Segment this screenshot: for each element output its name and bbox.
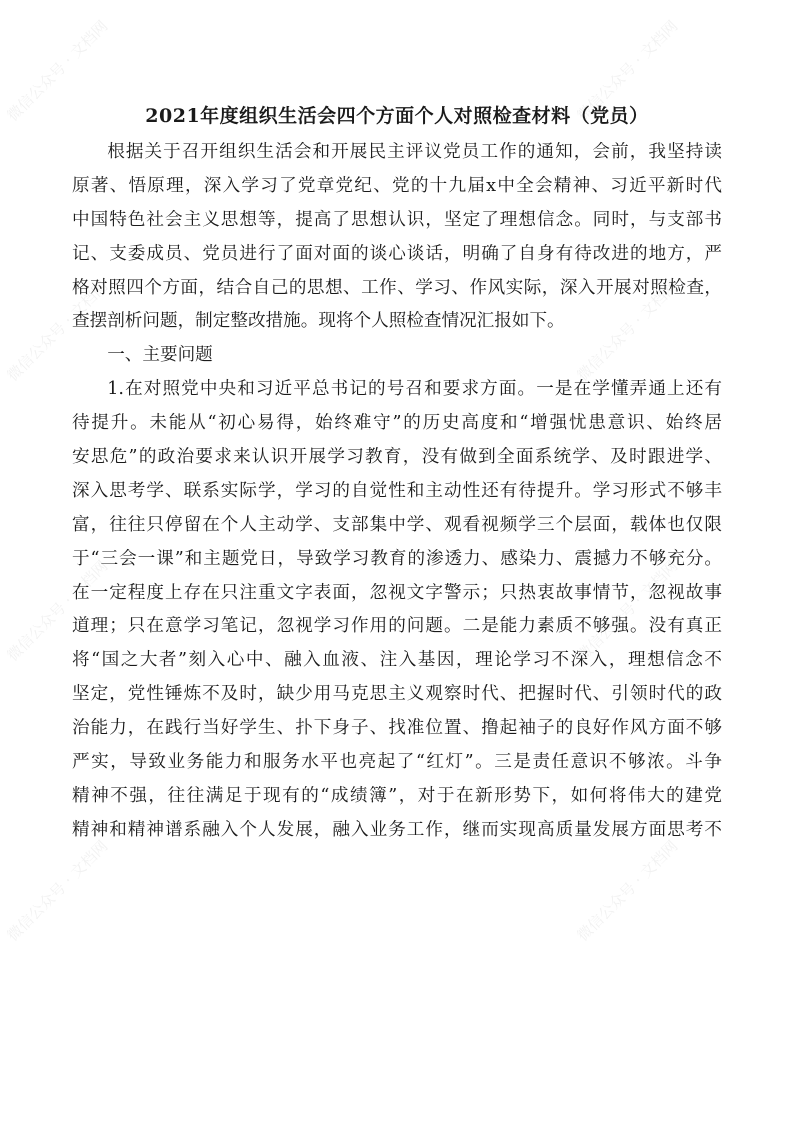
- body-line: 将“国之大者”刻入心中、融入血液、注入基因，理论学习不深入，理想信念不: [72, 650, 722, 671]
- intro-line: 根据关于召开组织生活会和开展民主评议党员工作的通知，会前，我坚持读: [107, 142, 722, 162]
- intro-paragraph: [72, 136, 722, 339]
- body-line: 深入思考学、联系实际学，学习的自觉性和主动性还有待提升。学习形式不够丰: [72, 480, 722, 501]
- body-line: 治能力，在践行当好学生、扑下身子、找准位置、撸起袖子的良好作风方面不够: [72, 718, 722, 739]
- intro-line: 原著、悟原理，深入学习了党章党纪、党的十九届x中全会精神、习近平新时代: [72, 175, 722, 196]
- intro-line: 格对照四个方面，结合自己的思想、工作、学习、作风实际，深入开展对照检查，: [72, 277, 722, 298]
- body-line: 安思危”的政治要求来认识开展学习教育，没有做到全面系统学、及时跟进学、: [72, 447, 722, 468]
- section-heading-block: [72, 339, 722, 373]
- intro-line: 查摆剖析问题，制定整改措施。现将个人照检查情况汇报如下。: [72, 311, 565, 332]
- watermark: 微信公众号 · 文档网: [3, 277, 112, 385]
- watermark: 微信公众号 · 文档网: [573, 837, 682, 945]
- body-line: 在一定程度上存在只注重文字表面，忽视文字警示；只热衷故事情节，忽视故事: [72, 582, 722, 603]
- document-page: [72, 96, 722, 848]
- body-line: 精神和精神谱系融入个人发展，融入业务工作，继而实现高质量发展方面思考不: [72, 819, 722, 840]
- watermark: 微信公众号 · 文档网: [3, 557, 112, 665]
- body-line: 精神不强，往往满足于现有的“成绩簿”，对于在新形势下，如何将伟大的建党: [72, 785, 722, 806]
- body-line: 于“三会一课”和主题党日，导致学习教育的渗透力、感染力、震撼力不够充分。: [72, 548, 722, 569]
- section-heading: 一、主要问题: [107, 345, 213, 366]
- body-line: 待提升。未能从“初心易得，始终难守”的历史高度和“增强忧患意识、始终居: [72, 413, 722, 434]
- watermark: 微信公众号 · 文档网: [573, 17, 682, 125]
- watermark: 微信公众号 · 文档网: [573, 277, 682, 385]
- body-line: 道理；只在意学习笔记，忽视学习作用的问题。二是能力素质不够强。没有真正: [72, 616, 722, 637]
- document-title: 2021年度组织生活会四个方面个人对照检查材料（党员）: [145, 105, 649, 127]
- body-line: 富，往往只停留在个人主动学、支部集中学、观看视频学三个层面，载体也仅限: [72, 514, 722, 535]
- watermark: 微信公众号 · 文档网: [3, 837, 112, 945]
- body-paragraph: [72, 373, 722, 847]
- watermark: 微信公众号 · 文档网: [573, 557, 682, 665]
- intro-line: 记、支委成员、党员进行了面对面的谈心谈话，明确了自身有待改进的地方，严: [72, 243, 722, 264]
- watermark: 微信公众号 · 文档网: [3, 17, 112, 125]
- body-line: 坚定，党性锤炼不及时，缺少用马克思主义观察时代、把握时代、引领时代的政: [72, 684, 722, 705]
- body-line: 1.在对照党中央和习近平总书记的号召和要求方面。一是在学懂弄通上还有: [107, 379, 722, 400]
- body-line: 严实，导致业务能力和服务水平也亮起了“红灯”。三是责任意识不够浓。斗争: [72, 752, 722, 773]
- intro-line: 中国特色社会主义思想等，提高了思想认识，坚定了理想信念。同时，与支部书: [72, 209, 722, 230]
